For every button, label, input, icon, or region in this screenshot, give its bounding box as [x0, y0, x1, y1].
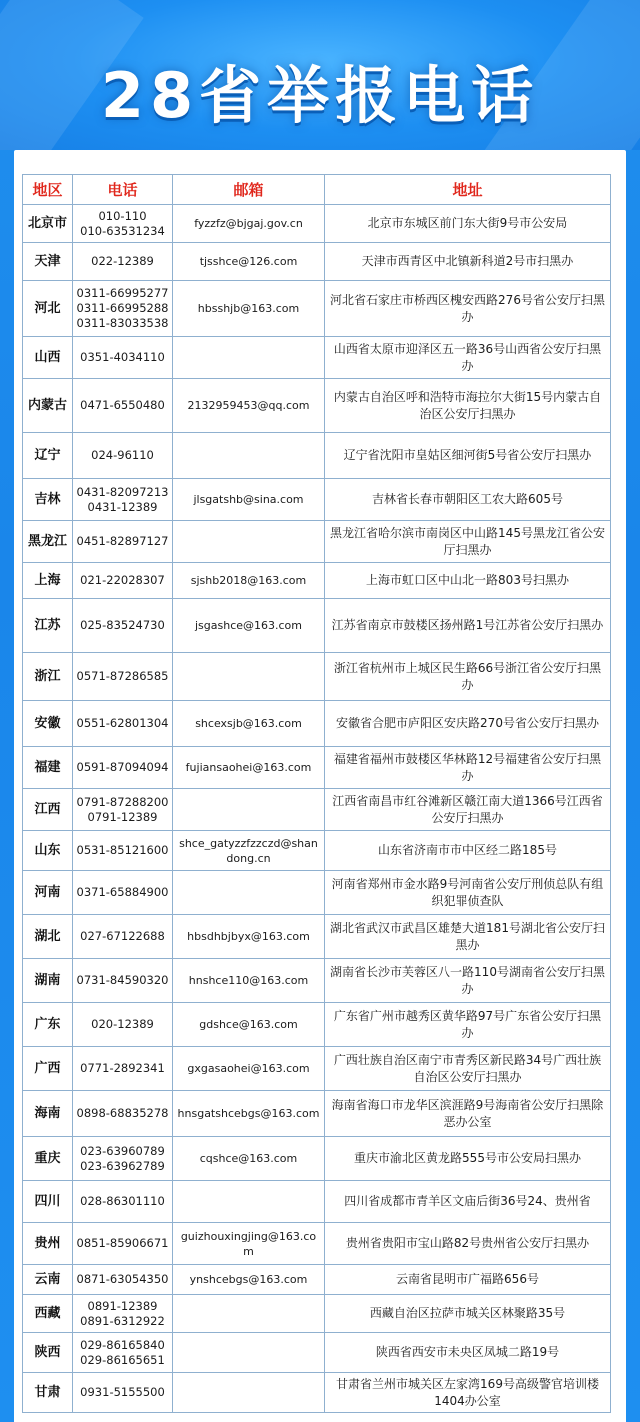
table-row: [23, 433, 611, 479]
region-cell: 上海: [23, 563, 73, 599]
address-cell: 河南省郑州市金水路9号河南省公安厅刑侦总队有组织犯罪侦查队: [325, 871, 611, 915]
table-row: [23, 831, 611, 871]
email-cell: [173, 433, 325, 479]
address-cell: 浙江省杭州市上城区民生路66号浙江省公安厅扫黑办: [325, 653, 611, 701]
phone-cell: 0451-82897127: [73, 521, 173, 563]
region-cell: 河北: [23, 281, 73, 337]
table-row: [23, 1295, 611, 1333]
email-cell: [173, 871, 325, 915]
region-cell: 江西: [23, 789, 73, 831]
email-cell: hnsgatshcebgs@163.com: [173, 1091, 325, 1137]
table-row: [23, 521, 611, 563]
table-row: [23, 1137, 611, 1181]
phone-cell: 0731-84590320: [73, 959, 173, 1003]
page-title: 28省举报电话: [100, 59, 540, 132]
email-cell: shcexsjb@163.com: [173, 701, 325, 747]
phone-cell: 021-22028307: [73, 563, 173, 599]
email-cell: [173, 1181, 325, 1223]
region-cell: 湖南: [23, 959, 73, 1003]
region-cell: 浙江: [23, 653, 73, 701]
hotline-table: [22, 174, 611, 1413]
phone-cell: 0311-66995277 0311-66995288 0311-83033538: [73, 281, 173, 337]
phone-cell: 0371-65884900: [73, 871, 173, 915]
header-phone: 电话: [73, 175, 173, 205]
address-cell: 海南省海口市龙华区滨涯路9号海南省公安厅扫黑除恶办公室: [325, 1091, 611, 1137]
phone-cell: 0851-85906671: [73, 1223, 173, 1265]
table-row: [23, 243, 611, 281]
table-row: [23, 1091, 611, 1137]
region-cell: 吉林: [23, 479, 73, 521]
address-cell: 黑龙江省哈尔滨市南岗区中山路145号黑龙江省公安厅扫黑办: [325, 521, 611, 563]
phone-cell: 0898-68835278: [73, 1091, 173, 1137]
region-cell: 湖北: [23, 915, 73, 959]
email-cell: [173, 1373, 325, 1413]
region-cell: 陕西: [23, 1333, 73, 1373]
region-cell: 辽宁: [23, 433, 73, 479]
region-cell: 海南: [23, 1091, 73, 1137]
region-cell: 贵州: [23, 1223, 73, 1265]
region-cell: 广东: [23, 1003, 73, 1047]
region-cell: 广西: [23, 1047, 73, 1091]
header-region: 地区: [23, 175, 73, 205]
address-cell: 贵州省贵阳市宝山路82号贵州省公安厅扫黑办: [325, 1223, 611, 1265]
address-cell: 河北省石家庄市桥西区槐安西路276号省公安厅扫黑办: [325, 281, 611, 337]
email-cell: jlsgatshb@sina.com: [173, 479, 325, 521]
region-cell: 天津: [23, 243, 73, 281]
phone-cell: 028-86301110: [73, 1181, 173, 1223]
address-cell: 西藏自治区拉萨市城关区林聚路35号: [325, 1295, 611, 1333]
email-cell: fyzzfz@bjgaj.gov.cn: [173, 205, 325, 243]
email-cell: cqshce@163.com: [173, 1137, 325, 1181]
address-cell: 江苏省南京市鼓楼区扬州路1号江苏省公安厅扫黑办: [325, 599, 611, 653]
table-row: [23, 747, 611, 789]
email-cell: [173, 789, 325, 831]
email-cell: [173, 653, 325, 701]
header-banner: [0, 0, 640, 150]
phone-cell: 024-96110: [73, 433, 173, 479]
address-cell: 上海市虹口区中山北一路803号扫黑办: [325, 563, 611, 599]
table-row: [23, 281, 611, 337]
table-row: [23, 789, 611, 831]
phone-cell: 0771-2892341: [73, 1047, 173, 1091]
phone-cell: 0531-85121600: [73, 831, 173, 871]
table-row: [23, 1333, 611, 1373]
address-cell: 天津市西青区中北镇新科道2号市扫黑办: [325, 243, 611, 281]
region-cell: 安徽: [23, 701, 73, 747]
address-cell: 山西省太原市迎泽区五一路36号山西省公安厅扫黑办: [325, 337, 611, 379]
address-cell: 福建省福州市鼓楼区华林路12号福建省公安厅扫黑办: [325, 747, 611, 789]
phone-cell: 0931-5155500: [73, 1373, 173, 1413]
email-cell: hbsshjb@163.com: [173, 281, 325, 337]
table-row: [23, 337, 611, 379]
address-cell: 安徽省合肥市庐阳区安庆路270号省公安厅扫黑办: [325, 701, 611, 747]
phone-cell: 0551-62801304: [73, 701, 173, 747]
table-row: [23, 915, 611, 959]
email-cell: [173, 1333, 325, 1373]
region-cell: 西藏: [23, 1295, 73, 1333]
email-cell: guizhouxingjing@163.com: [173, 1223, 325, 1265]
header-email: 邮箱: [173, 175, 325, 205]
address-cell: 云南省昆明市广福路656号: [325, 1265, 611, 1295]
address-cell: 广东省广州市越秀区黄华路97号广东省公安厅扫黑办: [325, 1003, 611, 1047]
table-row: [23, 379, 611, 433]
email-cell: gdshce@163.com: [173, 1003, 325, 1047]
region-cell: 四川: [23, 1181, 73, 1223]
phone-cell: 010-110 010-63531234: [73, 205, 173, 243]
phone-cell: 0571-87286585: [73, 653, 173, 701]
table-row: [23, 701, 611, 747]
address-cell: 吉林省长春市朝阳区工农大路605号: [325, 479, 611, 521]
region-cell: 黑龙江: [23, 521, 73, 563]
email-cell: shce_gatyzzfzzczd@shandong.cn: [173, 831, 325, 871]
address-cell: 内蒙古自治区呼和浩特市海拉尔大街15号内蒙古自治区公安厅扫黑办: [325, 379, 611, 433]
table-row: [23, 1181, 611, 1223]
email-cell: [173, 1295, 325, 1333]
address-cell: 辽宁省沈阳市皇姑区细河街5号省公安厅扫黑办: [325, 433, 611, 479]
email-cell: [173, 337, 325, 379]
region-cell: 江苏: [23, 599, 73, 653]
phone-cell: 0871-63054350: [73, 1265, 173, 1295]
address-cell: 甘肃省兰州市城关区左家湾169号高级警官培训楼1404办公室: [325, 1373, 611, 1413]
table-row: [23, 1265, 611, 1295]
email-cell: sjshb2018@163.com: [173, 563, 325, 599]
address-cell: 重庆市渝北区黄龙路555号市公安局扫黑办: [325, 1137, 611, 1181]
table-row: [23, 1373, 611, 1413]
region-cell: 云南: [23, 1265, 73, 1295]
region-cell: 福建: [23, 747, 73, 789]
phone-cell: 0791-87288200 0791-12389: [73, 789, 173, 831]
email-cell: jsgashce@163.com: [173, 599, 325, 653]
address-cell: 江西省南昌市红谷滩新区赣江南大道1366号江西省公安厅扫黑办: [325, 789, 611, 831]
email-cell: hbsdhbjbyx@163.com: [173, 915, 325, 959]
table-row: [23, 1223, 611, 1265]
address-cell: 北京市东城区前门东大街9号市公安局: [325, 205, 611, 243]
address-cell: 湖南省长沙市芙蓉区八一路110号湖南省公安厅扫黑办: [325, 959, 611, 1003]
phone-cell: 023-63960789 023-63962789: [73, 1137, 173, 1181]
table-row: [23, 563, 611, 599]
phone-cell: 025-83524730: [73, 599, 173, 653]
phone-cell: 0431-82097213 0431-12389: [73, 479, 173, 521]
phone-cell: 029-86165840 029-86165651: [73, 1333, 173, 1373]
table-row: [23, 871, 611, 915]
address-cell: 四川省成都市青羊区文庙后街36号24、贵州省: [325, 1181, 611, 1223]
table-row: [23, 479, 611, 521]
phone-cell: 0471-6550480: [73, 379, 173, 433]
address-cell: 广西壮族自治区南宁市青秀区新民路34号广西壮族自治区公安厅扫黑办: [325, 1047, 611, 1091]
region-cell: 河南: [23, 871, 73, 915]
table-row: [23, 1003, 611, 1047]
email-cell: gxgasaohei@163.com: [173, 1047, 325, 1091]
email-cell: 2132959453@qq.com: [173, 379, 325, 433]
phone-cell: 0591-87094094: [73, 747, 173, 789]
region-cell: 甘肃: [23, 1373, 73, 1413]
table-header-row: [23, 175, 611, 205]
address-cell: 湖北省武汉市武昌区雄楚大道181号湖北省公安厅扫黑办: [325, 915, 611, 959]
region-cell: 重庆: [23, 1137, 73, 1181]
phone-cell: 027-67122688: [73, 915, 173, 959]
phone-cell: 020-12389: [73, 1003, 173, 1047]
email-cell: ynshcebgs@163.com: [173, 1265, 325, 1295]
header-address: 地址: [325, 175, 611, 205]
email-cell: hnshce110@163.com: [173, 959, 325, 1003]
email-cell: [173, 521, 325, 563]
region-cell: 北京市: [23, 205, 73, 243]
email-cell: tjsshce@126.com: [173, 243, 325, 281]
phone-cell: 022-12389: [73, 243, 173, 281]
table-row: [23, 205, 611, 243]
region-cell: 山西: [23, 337, 73, 379]
email-cell: fujiansaohei@163.com: [173, 747, 325, 789]
address-cell: 陕西省西安市未央区凤城二路19号: [325, 1333, 611, 1373]
table-row: [23, 599, 611, 653]
table-row: [23, 653, 611, 701]
region-cell: 山东: [23, 831, 73, 871]
table-row: [23, 1047, 611, 1091]
table-row: [23, 959, 611, 1003]
region-cell: 内蒙古: [23, 379, 73, 433]
address-cell: 山东省济南市市中区经二路185号: [325, 831, 611, 871]
phone-cell: 0891-12389 0891-6312922: [73, 1295, 173, 1333]
phone-cell: 0351-4034110: [73, 337, 173, 379]
